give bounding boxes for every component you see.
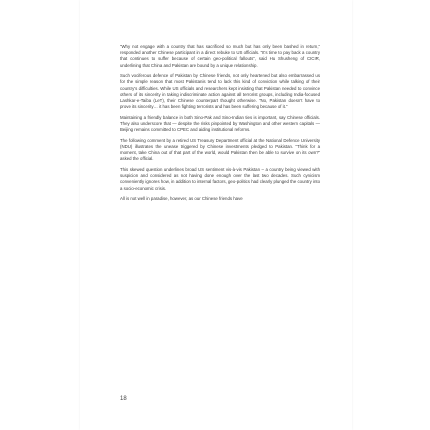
page-number: 18 [120,396,127,402]
document-page [80,0,352,430]
paragraph-6: All is not well in paradise, however, as our Chinese friends have [120,196,243,202]
paragraph-3: Maintaining a friendly balance in both Sino-Pak and Sino-Indian ties is important, say Chinese officials. They also underscore that — despite the risks pinpointed by Washington and other western capitals — Beijing remains committed to CPEC and aiding institutional reforms. [120,114,320,133]
paragraph-5: This skewed question underlines broad US sentiment vis-à-vis Pakistan – a country being viewed with suspicion and considered as not having done enough over the last two decades. Such cynicism conveniently ignores how, in addition to internal factors, geo-politics had clearly plunged the country into a socio-economic crisis. [120,167,320,191]
paragraph-1: “Why not engage with a country that has sacrificed so much but has only been bashed in return,” responded another Chinese participant in a direct rebuke to US officials. “It’s time to pay back a country that continues to suffer because of certain geo-political fallouts”, said Hu Shusheng of CICIR, underlining that China and Pakistan are bound by a unique relationship. [120,44,320,68]
paragraph-2: Such vociferous defence of Pakistan by Chinese friends, not only heartened but also embarrassed us for the simple reason that most Pakistanis tend to lack this kind of conviction while talking of their country’s difficulties. While US officials and researchers kept insisting that Pakistan needed to convince others of its sincerity in taking indiscriminate action against all terrorist groups, including India-focused Lashkar-e-Taiba (LeT), their Chinese counterpart thought otherwise. “No, Pakistan doesn’t have to prove its sincerity… it has been fighting terrorists and has been suffering because of it.” [120,73,320,110]
body-text [120,44,320,207]
paragraph-4: The following comment by a retired US Treasury Department official at the National Defence University (NDU) illustrates the unease triggered by Chinese investments pledged to Pakistan. “Think for a moment, take China out of that part of the world, would Pakistan then be able to survive on its own?” asked the official. [120,137,320,162]
